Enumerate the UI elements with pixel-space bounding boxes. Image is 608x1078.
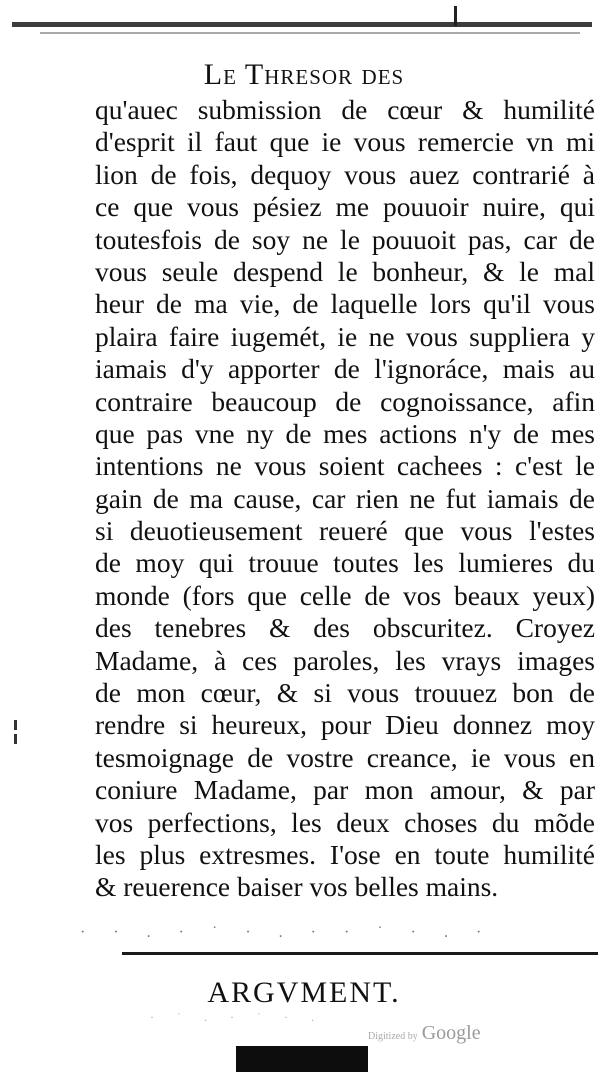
text-line: rendre si heureux, pour Dieu donnez moy [95, 709, 595, 741]
margin-tick [14, 734, 17, 744]
text-line: qu'auec submission de cœur & humilité [95, 94, 595, 125]
top-rule [12, 22, 592, 27]
text-line: les plus extresmes. I'ose en toute humilité [95, 838, 595, 870]
scan-specks-lower: · ˙ . · ˙ · . [150, 1010, 324, 1024]
text-line: vos perfections, les deux choses du mõde [95, 806, 595, 838]
text-line: vous seule despend le bonheur, & le mal [95, 255, 595, 287]
text-line: tesmoignage de vostre creance, ie vous en [95, 741, 595, 773]
text-line: de mon cœur, & si vous trouuez bon de [95, 677, 595, 709]
text-line: intentions ne vous soient cachees : c'est le [95, 450, 595, 482]
text-line: plaira faire iugemét, ie ne vous suppliera y [95, 320, 595, 352]
text-line: lion de fois, dequoy vous auez contrarié à [95, 158, 595, 190]
text-line: monde (fors que celle de vos beaux yeux) [95, 579, 595, 611]
section-rule [122, 952, 598, 955]
text-line: Madame, à ces paroles, les vrays images [95, 644, 595, 676]
text-line: si deuotieusement reueré que vous l'estes [95, 515, 595, 547]
text-line: d'esprit il faut que ie vous remercie vn mi [95, 126, 595, 158]
top-rule-thin [40, 32, 580, 34]
text-line: toutesfois de soy ne le pouuoit pas, car de [95, 223, 595, 255]
top-margin-mark [454, 6, 457, 26]
scan-specks: · · . · ˙ · . · · ˙ · . · [80, 924, 494, 941]
margin-tick [14, 720, 17, 730]
text-line: de moy qui trouue toutes les lumieres du [95, 547, 595, 579]
section-heading: ARGVMENT. [207, 976, 401, 1009]
text-line: heur de ma vie, de laquelle lors qu'il vous [95, 288, 595, 320]
text-line: iamais d'y apporter de l'ignoráce, mais au [95, 353, 595, 385]
text-line: des tenebres & des obscuritez. Croyez [95, 612, 595, 644]
text-line: & reuerence baiser vos belles mains. [95, 871, 499, 903]
running-head: Le Thresor des [203, 58, 405, 91]
text-line: coniure Madame, par mon amour, & par [95, 774, 595, 806]
bottom-ink-bar [236, 1046, 368, 1072]
text-line: contraire beaucoup de cognoissance, afin [95, 385, 595, 417]
text-line: que pas vne ny de mes actions n'y de mes [95, 417, 595, 449]
digitization-watermark [368, 1022, 481, 1045]
text-line: gain de ma cause, car rien ne fut iamais de [95, 482, 595, 514]
margin-marks [14, 720, 20, 760]
body-paragraph [95, 94, 595, 904]
watermark-prefix: Digitized by [368, 1031, 418, 1042]
watermark-name: Google [421, 1022, 481, 1044]
text-line: ce que vous pésiez me pouuoir nuire, qui [95, 191, 595, 223]
